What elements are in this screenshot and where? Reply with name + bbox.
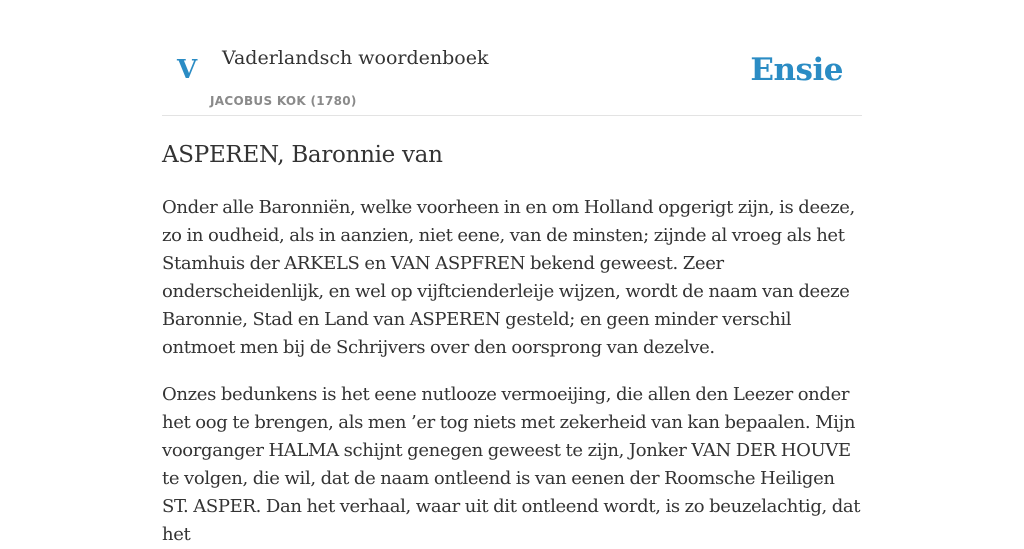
book-author: JACOBUS KOK (1780): [210, 94, 357, 108]
entry-paragraph-1: Onder alle Baronniën, welke voorheen in en om Holland opgerigt zijn, is deeze, zo in oudheid, als in aanzien, niet eene, van de minsten; zijnde al vroeg als het Stamhuis der ARKELS en VAN ASPFREN bekend geweest. Zeer onderscheidenlijk, en wel op vijftcienderleije wijzen, wordt de naam van deeze Baronnie, Stad en Land van ASPEREN gesteld; en geen minder verschil ontmoet men bij de Schrijvers over den oorsprong van dezelve.: [162, 197, 855, 358]
ensie-logo[interactable]: Ensie: [750, 52, 843, 88]
content-column: [162, 0, 862, 549]
book-title[interactable]: Vaderlandsch woordenboek: [222, 47, 489, 69]
entry-paragraph-2: Onzes bedunkens is het eene nutlooze vermoeijing, die allen den Leezer onder het oog te brengen, als men ’er tog niets met zekerheid van kan bepaalen. Mijn voorganger HALMA schijnt genegen geweest te zijn, Jonker VAN DER HOUVE te volgen, die wil, dat de naam ontleend is van eenen der Roomsche Heiligen ST. ASPER. Dan het verhaal, waar uit dit ontleend wordt, is zo beuzelachtig, dat het: [162, 384, 861, 545]
book-letter-link[interactable]: V: [177, 55, 198, 85]
entry-title: ASPEREN, Baronnie van: [162, 142, 443, 168]
page-header: [162, 0, 862, 116]
